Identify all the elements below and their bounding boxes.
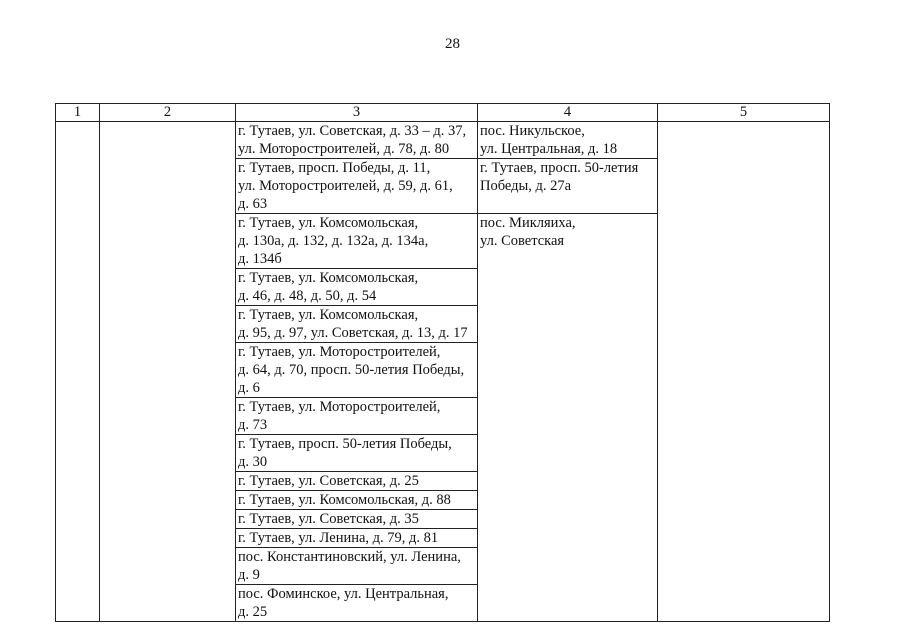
settlement-line: г. Тутаев, просп. 50-летия	[480, 160, 639, 176]
settlement-line: Победы, д. 27а	[480, 178, 572, 194]
header-cell: 4	[478, 104, 658, 122]
address-cell	[236, 398, 478, 435]
address-line: г. Тутаев, ул. Комсомольская,	[238, 215, 419, 231]
col2-cell	[100, 122, 236, 622]
address-line: г. Тутаев, ул. Советская, д. 33 – д. 37,	[238, 123, 467, 139]
address-cell	[236, 122, 478, 159]
address-cell	[236, 491, 478, 510]
address-line: г. Тутаев, ул. Советская, д. 35	[238, 511, 419, 527]
address-line: г. Тутаев, ул. Моторостроителей,	[238, 344, 441, 360]
table-row	[56, 122, 830, 159]
address-line: д. 25	[238, 604, 268, 620]
address-line: д. 95, д. 97, ул. Советская, д. 13, д. 17	[238, 325, 468, 341]
address-line: д. 130а, д. 132, д. 132а, д. 134а,	[238, 233, 429, 249]
settlement-cell	[478, 159, 658, 214]
address-line: г. Тутаев, просп. Победы, д. 11,	[238, 160, 431, 176]
address-line: ул. Моторостроителей, д. 78, д. 80	[238, 141, 450, 157]
settlement-cell	[478, 122, 658, 159]
address-line: г. Тутаев, ул. Комсомольская,	[238, 270, 419, 286]
address-cell	[236, 343, 478, 398]
page-number: 28	[445, 36, 460, 52]
header-cell: 3	[236, 104, 478, 122]
address-table	[55, 103, 830, 622]
address-line: г. Тутаев, просп. 50-летия Победы,	[238, 436, 452, 452]
settlement-line: пос. Микляиха,	[480, 215, 576, 231]
address-cell	[236, 306, 478, 343]
header-cell: 5	[658, 104, 830, 122]
address-cell	[236, 214, 478, 269]
address-cell	[236, 548, 478, 585]
settlement-line: ул. Центральная, д. 18	[480, 141, 618, 157]
address-line: г. Тутаев, ул. Комсомольская, д. 88	[238, 492, 451, 508]
header-cell: 2	[100, 104, 236, 122]
address-line: д. 30	[238, 454, 268, 470]
address-line: д. 9	[238, 567, 260, 583]
settlement-line: ул. Советская	[480, 233, 565, 249]
address-cell	[236, 159, 478, 214]
address-line: пос. Фоминское, ул. Центральная,	[238, 586, 449, 602]
address-cell	[236, 585, 478, 622]
header-cell: 1	[56, 104, 100, 122]
address-line: д. 134б	[238, 251, 282, 267]
address-line: ул. Моторостроителей, д. 59, д. 61,	[238, 178, 453, 194]
settlement-line: пос. Никульское,	[480, 123, 585, 139]
settlement-cell	[478, 214, 658, 622]
address-line: д. 64, д. 70, просп. 50-летия Победы,	[238, 362, 465, 378]
address-line: д. 46, д. 48, д. 50, д. 54	[238, 288, 377, 304]
address-line: д. 6	[238, 380, 260, 396]
address-line: г. Тутаев, ул. Ленина, д. 79, д. 81	[238, 530, 439, 546]
col5-cell	[658, 122, 830, 622]
address-line: д. 73	[238, 417, 268, 433]
table-header-row	[56, 104, 830, 122]
address-line: г. Тутаев, ул. Моторостроителей,	[238, 399, 441, 415]
address-cell	[236, 269, 478, 306]
address-line: г. Тутаев, ул. Комсомольская,	[238, 307, 419, 323]
address-cell	[236, 510, 478, 529]
col1-cell	[56, 122, 100, 622]
address-cell	[236, 529, 478, 548]
address-cell	[236, 472, 478, 491]
address-line: г. Тутаев, ул. Советская, д. 25	[238, 473, 419, 489]
address-cell	[236, 435, 478, 472]
address-line: пос. Константиновский, ул. Ленина,	[238, 549, 461, 565]
address-line: д. 63	[238, 196, 268, 212]
